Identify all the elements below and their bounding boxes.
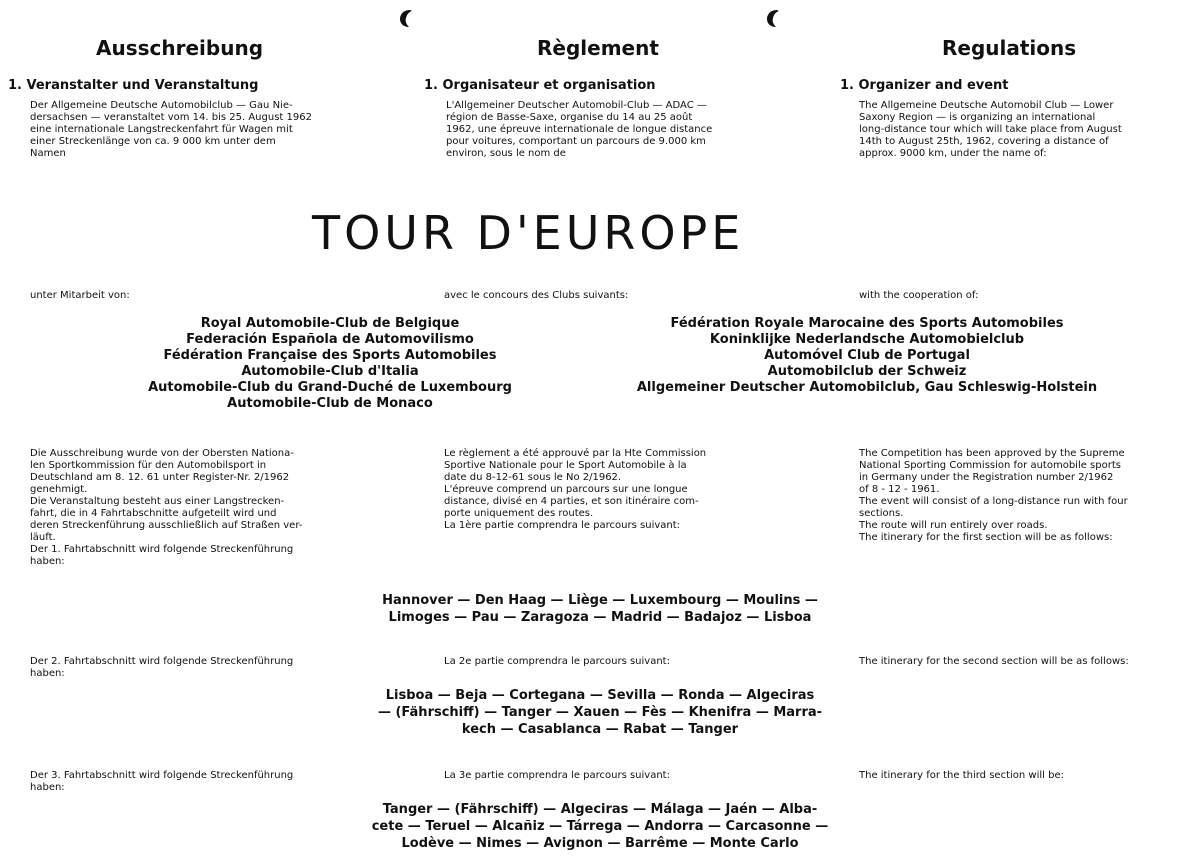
section1-title-french: 1. Organisateur et organisation	[424, 78, 656, 93]
club-name: Automobilclub der Schweiz	[767, 364, 967, 379]
club-name: Automobile-Club d'Italia	[241, 364, 419, 379]
section2-intro-french: La 2e partie comprendra le parcours suivant:	[444, 656, 670, 667]
club-name: Automóvel Club de Portugal	[764, 348, 970, 363]
section1-text-english: The Allgemeine Deutsche Automobil Club — Lower Saxony Region — is organizing an international long-distance tour which will take place from August 14th to August 25th, 1962, covering a distance of approx. 9000 km, under the name of:	[859, 100, 1122, 159]
clubs-list-left	[110, 316, 550, 412]
approval-text-english: The Competition has been approved by the Supreme National Sporting Commission for automobile sports in Germany under the Registration number 2/1962 of 8 - 12 - 1961. The event will consist of a long-distance run with four sections. The route will run entirely over roads. The itinerary for the first section will be as follows:	[859, 448, 1128, 543]
club-name: Fédération Française des Sports Automobiles	[163, 348, 497, 363]
event-title: TOUR D'EUROPE	[312, 206, 745, 260]
heading-english: Regulations	[942, 36, 1077, 60]
section3-intro-english: The itinerary for the third section will be:	[859, 770, 1064, 781]
route-section-1: Hannover — Den Haag — Liège — Luxembourg — Moulins — Limoges — Pau — Zaragoza — Madrid — Badajoz — Lisboa	[382, 593, 818, 625]
club-name: Allgemeiner Deutscher Automobilclub, Gau Schleswig-Holstein	[636, 380, 1098, 395]
section2-intro-english: The itinerary for the second section will be as follows:	[859, 656, 1129, 667]
route-section-2: Lisboa — Beja — Cortegana — Sevilla — Ronda — Algeciras — (Fährschiff) — Tanger — Xauen — Fès — Khenifra — Marra- kech — Casablanca — Rabat — Tanger	[377, 688, 823, 737]
cooperation-label-french: avec le concours des Clubs suivants:	[444, 290, 629, 301]
heading-german: Ausschreibung	[96, 36, 264, 60]
clubs-list-right	[620, 316, 1114, 396]
club-name: Automobile-Club de Monaco	[227, 396, 433, 411]
club-name: Fédération Royale Marocaine des Sports Automobiles	[670, 316, 1064, 331]
approval-text-french: Le règlement a été approuvé par la Hte Commission Sportive Nationale pour le Sport Automobile à la date du 8-12-61 sous le No 2/1962. L'épreuve comprend un parcours sur une longue distance, divisé en 4 parties, et son itinéraire com- porte uniquement des routes. La 1ère partie comprendra le parcours suivant:	[444, 448, 707, 531]
cooperation-label-english: with the cooperation of:	[859, 290, 979, 301]
punch-mark-right	[765, 8, 781, 28]
club-name: Koninklijke Nederlandsche Automobielclub	[709, 332, 1025, 347]
heading-french: Règlement	[537, 36, 659, 60]
club-name: Automobile-Club du Grand-Duché de Luxembourg	[148, 380, 512, 395]
club-name: Royal Automobile-Club de Belgique	[200, 316, 460, 331]
approval-text-german: Die Ausschreibung wurde von der Obersten Nationa- len Sportkommission für den Automobilsport in Deutschland am 8. 12. 61 unter Register-Nr. 2/1962 genehmigt. Die Veranstaltung besteht aus einer Langstrecken- fahrt, die in 4 Fahrtabschnitte aufgeteilt wird und deren Streckenführung ausschließlich auf Straßen ver- läuft. Der 1. Fahrtabschnitt wird folgende Streckenführung haben:	[30, 448, 303, 567]
section1-title-english: 1. Organizer and event	[840, 78, 1009, 93]
punch-mark-left	[398, 8, 414, 28]
section2-intro-german: Der 2. Fahrtabschnitt wird folgende Streckenführung haben:	[30, 656, 294, 679]
club-name: Federación Española de Automovilismo	[186, 332, 474, 347]
section1-text-german: Der Allgemeine Deutsche Automobilclub — Gau Nie- dersachsen — veranstaltet vom 14. bis 25. August 1962 eine internationale Langstreckenfahrt für Wagen mit einer Streckenlänge von ca. 9 000 km unter dem Namen	[30, 100, 312, 159]
section1-title-german: 1. Veranstalter und Veranstaltung	[8, 78, 259, 93]
cooperation-label-german: unter Mitarbeit von:	[30, 290, 130, 301]
section3-intro-german: Der 3. Fahrtabschnitt wird folgende Streckenführung haben:	[30, 770, 294, 793]
section3-intro-french: La 3e partie comprendra le parcours suivant:	[444, 770, 670, 781]
route-section-3: Tanger — (Fährschiff) — Algeciras — Málaga — Jaén — Alba- cete — Teruel — Alcañiz — Tárrega — Andorra — Carcasonne — Lodève — Nimes — Avignon — Barrême — Monte Carlo	[371, 802, 829, 851]
section1-text-french: L'Allgemeiner Deutscher Automobil-Club — ADAC — région de Basse-Saxe, organise du 14 au 25 août 1962, une épreuve internationale de longue distance pour voitures, comportant un parcours de 9.000 km environ, sous le nom de	[446, 100, 713, 159]
